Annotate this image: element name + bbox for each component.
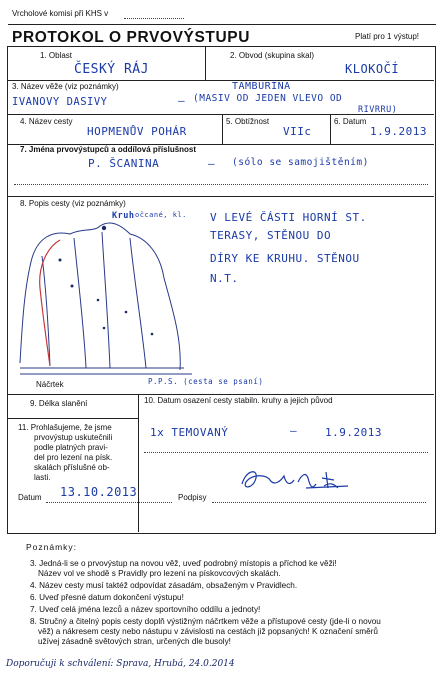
field-6-value: 1.9.2013	[370, 125, 427, 138]
field-10-date: 1.9.2013	[325, 426, 382, 439]
row7-rule	[7, 196, 434, 197]
field-7-note: (sólo se samojištěním)	[232, 157, 369, 168]
note-item: 7. Uveď celá jména lezců a název sportovního oddílu a jednoty!	[30, 605, 261, 614]
note-item: 3. Jedná-li se o prvovýstup na novou věž, uveď podrobný místopis a příchod ke věži!	[30, 559, 337, 568]
field-7-label: 7. Jména prvovýstupců a oddílová příslušnost	[20, 145, 197, 154]
field-8-label: 8. Popis cesty (viz poznámky)	[20, 199, 126, 208]
field-10-dash: –	[290, 424, 298, 437]
note-item: 6. Uveď přesné datum dokončení výstupu!	[30, 593, 184, 602]
declaration-line-3: podle platných pravi-	[34, 443, 108, 452]
row8-rule	[7, 394, 434, 395]
field-8-text-1: V LEVÉ ČÁSTI HORNÍ ST.	[210, 211, 367, 224]
field-2-label: 2. Obvod (skupina skal)	[230, 51, 315, 60]
note-item: Název vol ve shodě s Pravidly pro lezení na pískovcových skalách.	[38, 569, 281, 578]
sketch-label-ring: Kruh	[112, 211, 135, 221]
signature-scribble	[236, 460, 356, 496]
row4-divider-a	[222, 114, 223, 144]
field-8-text-4: N.T.	[210, 272, 239, 285]
row1-rule	[7, 80, 434, 81]
date-dotted-line	[46, 502, 172, 503]
field-3-note-3: RIVRRU)	[358, 105, 398, 115]
declaration-line-5: skalách příslušné ob-	[34, 463, 110, 472]
field-3-dash: –	[178, 94, 186, 107]
field-10-value: 1x TEMOVANÝ	[150, 426, 229, 439]
committee-dotted-line	[124, 18, 184, 19]
field-1-value: ČESKÝ RÁJ	[74, 62, 149, 77]
field-5-label: 5. Obtížnost	[226, 117, 270, 126]
row4-divider-b	[330, 114, 331, 144]
date-value: 13.10.2013	[60, 485, 138, 499]
row9-rule	[7, 418, 138, 419]
field-8-text-2: TERASY, STĚNOU DO	[210, 229, 332, 242]
field-7-dash: –	[208, 157, 216, 170]
row9-divider	[138, 394, 139, 532]
page-title: PROTOKOL O PRVOVÝSTUPU	[12, 29, 250, 46]
field-9-label: 9. Délka slanění	[30, 399, 88, 408]
field-8-text-3: DÍRY KE KRUHU. STĚNOU	[210, 252, 360, 265]
field-3-value: IVANOVY DASIVY	[12, 96, 108, 108]
declaration-line-2: prvovýstup uskutečnili	[34, 433, 113, 442]
note-item: užívej zásadně světových stran, určených dle busoly!	[38, 637, 231, 646]
sketch-caption: Náčrtek	[36, 380, 64, 389]
declaration-line-6: lasti.	[34, 473, 51, 482]
declaration-line-4: del pro lezení na písk.	[34, 453, 113, 462]
field-10-dotted-line	[144, 452, 428, 453]
row3-rule	[7, 114, 434, 115]
field-7-value: P. ŠCANINA	[88, 157, 160, 170]
field-3-note-1: TAMBURÍNA	[232, 81, 291, 92]
field-7-dotted-line	[14, 184, 428, 185]
valid-note: Platí pro 1 výstup!	[355, 32, 420, 41]
field-3-label: 3. Název věže (viz poznámky)	[12, 82, 119, 91]
route-sketch	[12, 208, 212, 398]
footer-handwritten-note: Doporučuji k schválení: Sprava, Hrubá, 24.0.2014	[6, 659, 235, 669]
header-rule	[8, 24, 436, 25]
field-2-value: KLOKOČÍ	[345, 62, 400, 76]
field-4-label: 4. Název cesty	[20, 117, 73, 126]
field-4-value: HOPMENŮV POHÁR	[87, 125, 187, 138]
signature-label: Podpisy	[178, 493, 207, 502]
committee-label: Vrcholové komisi při KHS v	[12, 9, 109, 18]
notes-heading: Poznámky:	[26, 542, 78, 552]
field-10-label: 10. Datum osazení cesty stabiln. kruhy a jejich původ	[144, 396, 333, 405]
field-5-value: VIIc	[283, 125, 312, 138]
sketch-note: očcané, kl.	[135, 211, 187, 219]
row1-divider	[205, 46, 206, 80]
date-label: Datum	[18, 493, 42, 502]
note-item: 4. Název cesty musí taktéž odpovídat zásadám, obsaženým v Pravidlech.	[30, 581, 298, 590]
field-6-label: 6. Datum	[334, 117, 367, 126]
field-3-note-2: (MASIV OD JEDEN VLEVO OD	[193, 93, 343, 104]
note-item: věž) a nákresem cesty nebo nástupu v závislosti na cestách již popsaných! K označení směrů	[38, 627, 378, 636]
declaration-line-1: 11. Prohlašujeme, že jsme	[18, 423, 112, 432]
field-8-bottom-note: P.P.S. (cesta se psaní)	[148, 377, 264, 386]
signature-dotted-line	[212, 502, 426, 503]
note-item: 8. Stručný a čitelný popis cesty doplň výstižným náčrtkem věže a přístupové cesty (jde-li o novou	[30, 617, 381, 626]
field-1-label: 1. Oblast	[40, 51, 73, 60]
